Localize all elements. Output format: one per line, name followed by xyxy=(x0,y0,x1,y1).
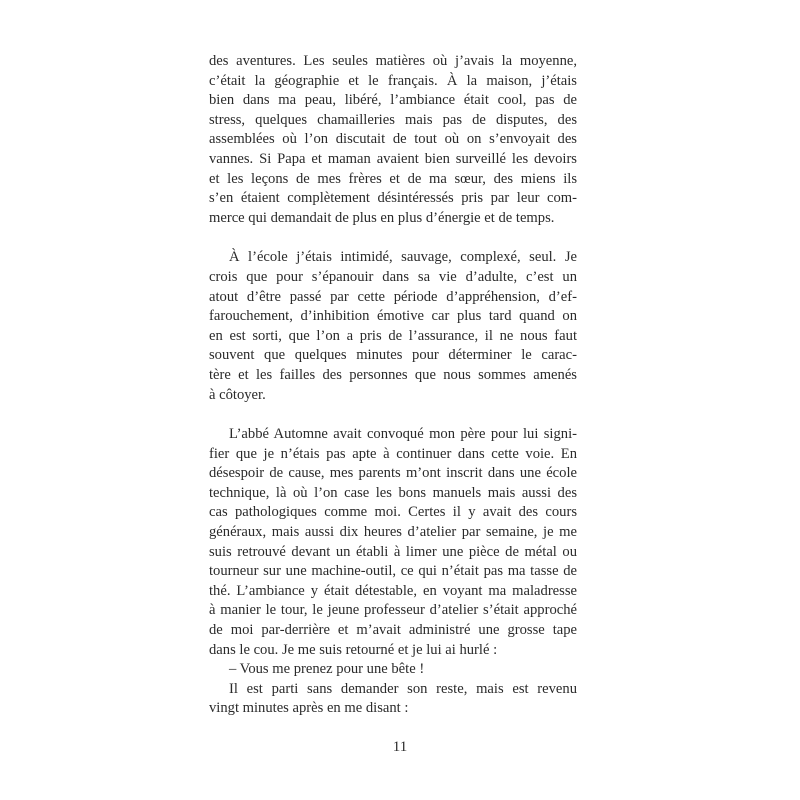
text-line: généraux, mais aussi dix heures d’atelier par semaine, je me xyxy=(209,524,577,541)
text-line: s’en étaient complètement désintéressés pris par leur com- xyxy=(209,190,577,207)
paragraph-gap xyxy=(209,405,577,425)
text-line: c’était la géographie et le français. À la maison, j’étais xyxy=(209,72,577,89)
dialogue-paragraph xyxy=(209,660,577,680)
text-line: suis retrouvé devant un établi à limer une pièce de métal ou xyxy=(209,543,577,560)
text-line: tère et les failles des personnes que nous sommes amenés xyxy=(209,366,577,383)
text-line: vannes. Si Papa et maman avaient bien surveillé les devoirs xyxy=(209,150,577,167)
paragraph xyxy=(209,248,577,405)
paragraph-gap xyxy=(209,228,577,248)
text-line: à manier le tour, le jeune professeur d’atelier s’était approché xyxy=(209,602,577,619)
text-line: en est sorti, que l’on a pris de l’assurance, il ne nous faut xyxy=(209,327,577,344)
text-line: bien dans ma peau, libéré, l’ambiance était cool, pas de xyxy=(209,92,577,109)
text-line: cas pathologiques comme moi. Certes il y avait des cours xyxy=(209,504,577,521)
text-line: assemblées où l’on discutait de tout où on s’envoyait des xyxy=(209,131,577,148)
text-line: tourneur sur une machine-outil, ce qui n’était pas ma tasse de xyxy=(209,563,577,580)
text-line: des aventures. Les seules matières où j’avais la moyenne, xyxy=(209,53,577,69)
body-text xyxy=(209,52,577,719)
text-line: À l’école j’étais intimidé, sauvage, complexé, seul. Je xyxy=(229,249,577,266)
paragraph xyxy=(209,680,577,719)
text-line: et les leçons de mes frères et de ma sœur, des miens ils xyxy=(209,170,577,187)
dialogue-line: – Vous me prenez pour une bête ! xyxy=(229,661,425,678)
text-line: crois que pour s’épanouir dans sa vie d’adulte, c’est un xyxy=(209,268,577,285)
text-line: de moi par-derrière et m’avait administré une grosse tape xyxy=(209,622,577,639)
text-line: dans le cou. Je me suis retourné et je lui ai hurlé : xyxy=(209,641,498,658)
text-line: fier que je n’étais pas apte à continuer dans cette voie. En xyxy=(209,445,577,462)
page-number: 11 xyxy=(392,739,408,755)
text-line: stress, quelques chamailleries mais pas de disputes, des xyxy=(209,111,577,128)
text-line: désespoir de cause, mes parents m’ont inscrit dans une école xyxy=(209,465,577,482)
text-line: L’abbé Automne avait convoqué mon père pour lui signi- xyxy=(229,426,577,443)
text-line: à côtoyer. xyxy=(209,386,266,403)
text-line: farouchement, d’inhibition émotive car plus tard quand on xyxy=(209,308,577,325)
text-line: technique, là où l’on case les bons manuels mais aussi des xyxy=(209,484,577,501)
paragraph xyxy=(209,425,577,660)
text-line: thé. L’ambiance y était détestable, en voyant ma maladresse xyxy=(209,582,577,599)
text-line: vingt minutes après en me disant : xyxy=(209,700,409,717)
paragraph xyxy=(209,52,577,228)
text-line: merce qui demandait de plus en plus d’énergie et de temps. xyxy=(209,209,555,226)
text-line: souvent que quelques minutes pour déterminer le carac- xyxy=(209,347,577,364)
text-line: Il est parti sans demander son reste, mais est revenu xyxy=(229,680,577,697)
text-line: atout d’être passé par cette période d’appréhension, d’ef- xyxy=(209,288,577,305)
